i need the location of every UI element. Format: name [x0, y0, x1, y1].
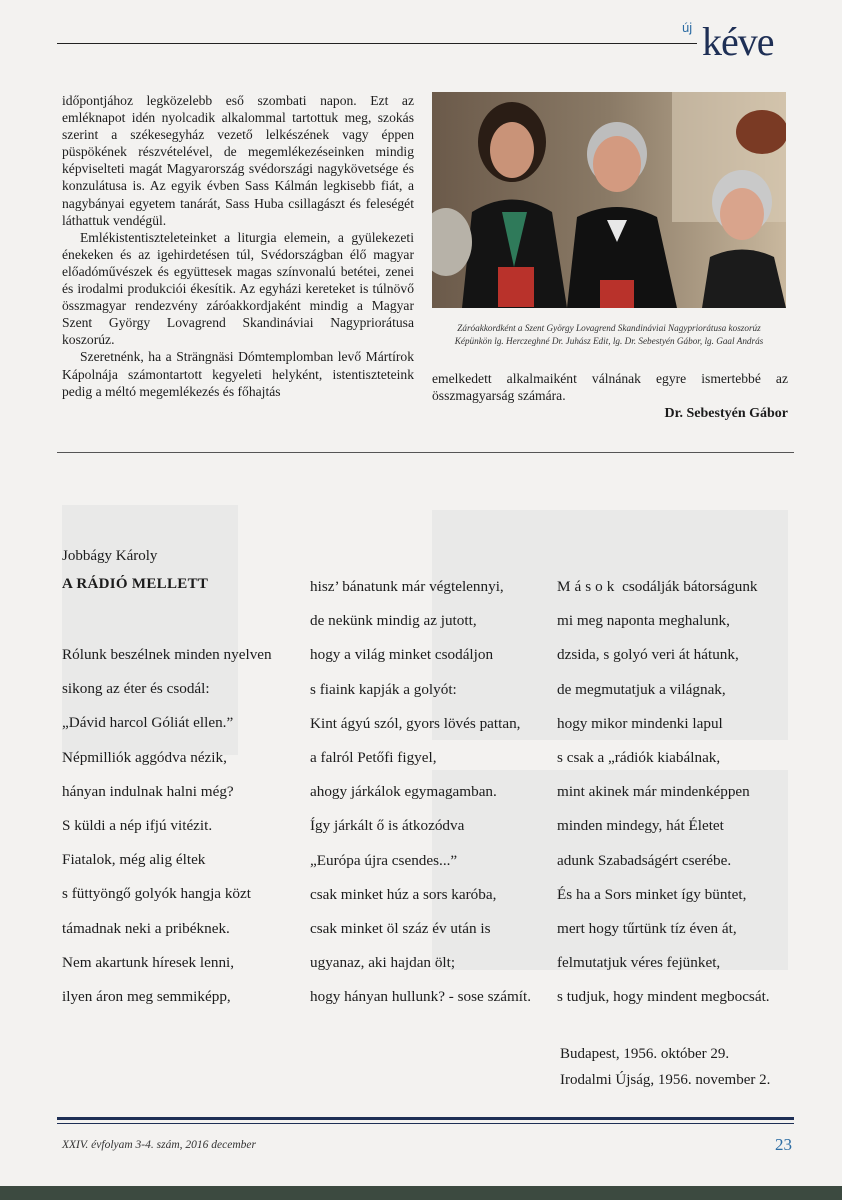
article-signature: Dr. Sebestyén Gábor — [664, 406, 788, 421]
poem-line: s tudjuk, hogy mindent megbocsát. — [557, 988, 770, 1006]
page-number: 23 — [775, 1135, 792, 1154]
poem-line: s füttyöngő golyók hangja közt — [62, 885, 251, 903]
poem-line: Népmilliók aggódva nézik, — [62, 748, 227, 766]
poem-column-1 — [62, 638, 272, 1014]
poem-line: csak minket öl száz év után is — [310, 919, 491, 937]
poem-line: Így járkált ő is átkozódva — [310, 817, 465, 835]
poem-author: Jobbágy Károly — [62, 548, 158, 564]
poem-line: S küldi a nép ifjú vitézit. — [62, 816, 213, 834]
footer-rule-thin — [57, 1123, 794, 1124]
poem-line: mert hogy tűrtünk tíz éven át, — [557, 919, 737, 937]
poem-line: mi meg naponta meghalunk, — [557, 612, 730, 630]
poem-line: mint akinek már mindenképpen — [557, 783, 750, 801]
poem-dateline: Budapest, 1956. október 29. — [560, 1046, 730, 1062]
poem-line: Rólunk beszélnek minden nyelven — [62, 646, 272, 663]
poem-line: sikong az éter és csodál: — [62, 680, 210, 698]
poem-line: csak minket húz a sors karóba, — [310, 885, 497, 903]
poem-line: de megmutatjuk a világnak, — [557, 680, 726, 698]
photo-illustration — [432, 92, 786, 308]
poem-line: minden mindegy, hát Életet — [557, 817, 724, 835]
poem-line: hogy a világ minket csodáljon — [310, 646, 494, 664]
photo-caption — [432, 322, 786, 348]
poem-line-rest: csodálják bátorságunk — [618, 578, 758, 595]
poem-line: „Európa újra csendes...” — [310, 851, 458, 869]
poem-spaced-word: Mások — [557, 578, 619, 595]
logo-uj: új — [682, 20, 693, 35]
poem-line: ugyanaz, aki hajdan ölt; — [310, 954, 456, 972]
article-right-column — [432, 370, 788, 404]
poem-line: „Dávid harcol Góliát ellen.” — [62, 714, 234, 732]
poem-line: És ha a Sors minket így büntet, — [557, 885, 747, 903]
header-rule — [57, 43, 697, 44]
poem-line: s fiaink kapják a golyót: — [310, 680, 457, 698]
poem-line: ilyen áron meg semmiképp, — [62, 987, 231, 1005]
caption-line: Képünkön lg. Herczeghné Dr. Juhász Edit, lg. Dr. Sebestyén Gábor, lg. Gaal András — [454, 336, 764, 346]
poem-line: adunk Szabadságért cserébe. — [557, 851, 732, 869]
article-paragraph: időpontjához legközelebb eső szombati napon. Ezt az emléknapot idén nyolcadik alkalommal tartottuk meg, szokás szerint a székesegyház vezető lelkészének vagy éppen püspökének részvételével, de megemlékezéseinken mindig képviselteti magát Magyarország svédországi nagykövetsége és konzulátusa is. Az egyik évben Sass Kálmán legkisebb fiát, a nagybányai egyetem tanárát, Sass Huba csillagászt és feleségét láthattuk vendégül. — [62, 93, 414, 228]
scan-edge-band — [0, 1186, 842, 1200]
poem-line: de nekünk mindig az jutott, — [310, 612, 477, 630]
section-divider — [57, 452, 794, 453]
poem-line: dzsida, s golyó veri át hátunk, — [557, 646, 739, 664]
poem-line: hisz’ bánatunk már végtelennyi, — [310, 578, 504, 595]
poem-line: a falról Petőfi figyel, — [310, 748, 437, 766]
article-photo — [432, 92, 786, 308]
poem-line — [557, 570, 770, 604]
poem-line: ahogy járkálok egymagamban. — [310, 783, 497, 801]
caption-line: Záróakkordként a Szent György Lovagrend Skandináviai Nagypriorátusa koszorúz — [457, 323, 761, 333]
poem-line: Kint ágyú szól, gyors lövés pattan, — [310, 714, 521, 732]
poem-line: Nem akartunk híresek lenni, — [62, 953, 235, 971]
poem-line: felmutatjuk véres fejünket, — [557, 954, 721, 972]
poem-line: hányan indulnak halni még? — [62, 782, 234, 800]
footer-rule — [57, 1117, 794, 1120]
poem-line: támadnak neki a pribéknek. — [62, 919, 230, 937]
article-paragraph: Emlékistentiszteleteinket a liturgia elemein, a gyülekezeti énekeken és az igehirdetésen túl, Svédországban élő magyar előadóművészek és együttesek magas színvonalú betétei, zenei és irodalmi produkciói ékesítik. Az egyházi kereteket is túlnövő összmagyar rendezvény záróakkordjaként mindig a Magyar Szent György Lovagrend Skandináviai Nagypriorátusa koszorúz. — [62, 229, 414, 348]
article-left-column — [62, 92, 414, 400]
article-paragraph: emelkedett alkalmaiként válnának egyre ismertebbé az összmagyarság számára. — [432, 371, 788, 404]
poem-column-2 — [310, 570, 531, 1014]
logo-keve: kéve — [702, 19, 774, 64]
article-paragraph: Szeretnénk, ha a Strängnäsi Dómtemplomban levő Mártírok Kápolnája számontartott kegyeleti helyként, istentiszteteink pedig a méltó megemlékezés és főhajtás — [62, 349, 414, 399]
poem-line: s csak a „rádiók kiabálnak, — [557, 748, 721, 766]
poem-title: A RÁDIÓ MELLETT — [62, 576, 209, 592]
poem-line: hogy mikor mindenki lapul — [557, 714, 723, 732]
poem-source: Irodalmi Újság, 1956. november 2. — [560, 1072, 771, 1088]
footer-issue: XXIV. évfolyam 3-4. szám, 2016 december — [62, 1139, 256, 1151]
poem-column-3 — [557, 570, 770, 1014]
poem-line: hogy hányan hullunk? - sose számít. — [310, 988, 532, 1006]
poem-line: Fiatalok, még alig éltek — [62, 851, 206, 869]
